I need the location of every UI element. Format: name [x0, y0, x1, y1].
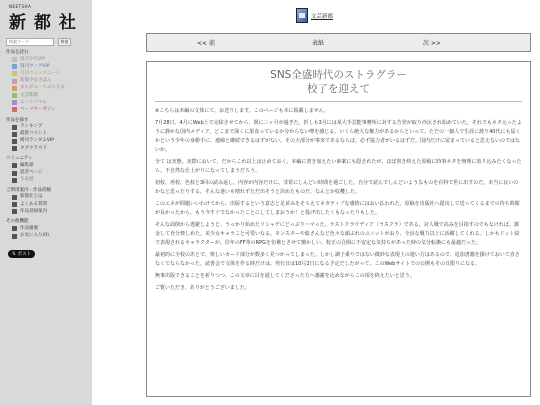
category-square-icon: [12, 79, 17, 84]
category-square-icon: [12, 71, 17, 76]
sidebar-item[interactable]: [6, 194, 88, 201]
category-square-icon: [12, 125, 17, 130]
magazine-icon: [296, 8, 308, 23]
sidebar-item-label: 作品登録案内: [20, 208, 47, 214]
category-square-icon: [12, 163, 17, 168]
sidebar-item-label: ペーマオーガジン: [20, 106, 56, 112]
sidebar-section-title: コミュニティ: [6, 156, 33, 162]
sidebar-item-label: 最新コメント: [20, 131, 47, 137]
sidebar-item-label: ランキング: [20, 124, 43, 130]
sidebar-item[interactable]: [6, 92, 88, 99]
x-logo-icon: 𝕏: [12, 251, 16, 257]
sidebar-item-label: 週刊ヤングVIP: [20, 63, 50, 69]
category-square-icon: [12, 57, 17, 62]
search-input[interactable]: [6, 38, 54, 46]
sidebar-item[interactable]: [6, 225, 88, 232]
sidebar-item-label: タグクラウド: [20, 145, 47, 151]
sidebar-item[interactable]: [6, 124, 88, 131]
category-square-icon: [12, 139, 17, 144]
sidebar-section-title: その他機能: [6, 219, 29, 225]
sidebar-item[interactable]: [6, 145, 88, 152]
category-square-icon: [12, 178, 17, 183]
sidebar-item[interactable]: [6, 85, 88, 92]
sidebar-item-label: 読者ページ: [20, 170, 43, 176]
category-square-icon: [12, 64, 17, 69]
sidebar-item-label: うろだ: [20, 177, 34, 183]
sidebar-section: [6, 188, 88, 216]
page-navigation: [146, 33, 531, 52]
magazine-title-link[interactable]: 文芸新都: [311, 13, 334, 20]
sidebar-item-label: 週刊少年VIP: [20, 56, 46, 62]
cover-link[interactable]: 表紙: [312, 40, 325, 47]
sidebar-item[interactable]: [6, 201, 88, 208]
sidebar-item-label: 新都社とは: [20, 194, 43, 200]
search-button[interactable]: 検索: [58, 38, 71, 46]
article-paragraph: 全て は実態。実際において、だからこれ以上は止めておく。本編に書き加えたい素案にも隠されたが、ほぼ書き終えた原稿に時事ネタを無理に放り込みたくなったら、不自然な仕上がりになってしまうだろう。: [155, 159, 522, 174]
article-paragraph: 7月28日。4月にWeb上で完結させてから、既に三ヶ月が過ぎた。折しも3月には某大手芸能事務所に対する告発が取り沙汰され始めていた。それでもネタ元ったように静かな国内メディア、どこまで深くに果食っているか分からない噂を感じる。いくら絶大な権力があるからといって、ただの一個人で生涯に渡り40代にも届くかという少年の身勝手に、連綿と継続できるはずがない。その大部分が事実であるならば、必ず協力者がいるはずだ。国内だけに留まっていると思えないのではないか。: [155, 120, 522, 153]
next-page-link[interactable]: 次 >>: [423, 40, 441, 47]
article-body: [146, 61, 531, 397]
sidebar-item-label: 月刊コミックニート: [20, 70, 61, 76]
prev-page-link[interactable]: << 前: [197, 40, 215, 47]
sidebar-item-label: お気に入り(0): [20, 233, 49, 239]
sidebar-item-label: ニートノベル: [20, 99, 47, 105]
sidebar-item-label: 編集部: [20, 162, 34, 168]
category-square-icon: [12, 100, 17, 105]
sidebar-section: [6, 50, 88, 114]
sidebar-section-title: 作品を探す: [6, 117, 29, 123]
title-divider: [155, 101, 522, 102]
category-square-icon: [12, 93, 17, 98]
post-button-label: ポスト: [17, 252, 32, 258]
article-paragraph: 最初的に全校のあとで、楽しいカード部分が数多く見つかってしまった。しかし調子乗りではない微妙な表現上の遣い方はあるので、追加書籍を掛けておいて直さなくてならなかった。読書会で文体を作る時だけは、発行日は10月2日になる予定だしたがって、このWebサイトでの公開もその日限りになる。: [155, 252, 520, 267]
sidebar-item[interactable]: [6, 56, 88, 63]
sidebar-section: [6, 118, 88, 153]
sidebar-item[interactable]: [6, 63, 88, 70]
sidebar-section: [6, 219, 88, 239]
category-square-icon: [12, 107, 17, 112]
sidebar-item[interactable]: [6, 208, 88, 215]
sidebar-item[interactable]: [6, 99, 88, 106]
article-paragraph: ※こちらは本編の文体にて、お送りします。このページも本に掲載しません。: [155, 108, 329, 114]
article-paragraph: 無事出版できることを祈りつつ、この文章に目を通してくださった方へ感謝を込めながらこの項を終えたいと思う。: [155, 273, 415, 279]
category-square-icon: [12, 86, 17, 91]
sidebar-item-label: 文芸新都: [20, 92, 38, 98]
sidebar-item[interactable]: [6, 131, 88, 138]
magazine-header: [296, 8, 333, 23]
sidebar-item-label: まんがニートぷらちな: [20, 85, 65, 91]
search-box: [6, 37, 88, 46]
sidebar-item-label: 作品履歴: [20, 225, 38, 231]
article-subtitle: 校了を迎えて: [307, 83, 370, 95]
sidebar-item[interactable]: [6, 177, 88, 184]
sidebar-item-label: 新都少女さばん: [20, 78, 52, 84]
article-title: SNS全盛時代のストラグラー: [270, 69, 407, 81]
logo-text: 新 都 社: [9, 13, 77, 33]
sidebar-item[interactable]: [6, 78, 88, 85]
site-logo[interactable]: [6, 3, 88, 35]
category-square-icon: [12, 132, 17, 137]
sidebar-section: [6, 156, 88, 184]
category-square-icon: [12, 234, 17, 239]
category-square-icon: [12, 226, 17, 231]
category-square-icon: [12, 202, 17, 207]
category-square-icon: [12, 146, 17, 151]
category-square-icon: [12, 171, 17, 176]
sidebar-item-label: よくある質問: [20, 201, 47, 207]
sidebar-item[interactable]: [6, 162, 88, 169]
post-button[interactable]: [8, 250, 35, 258]
sidebar: [0, 0, 92, 405]
sidebar-item[interactable]: [6, 106, 88, 113]
sidebar-item[interactable]: [6, 138, 88, 145]
sidebar-item[interactable]: [6, 233, 88, 240]
article-paragraph: ご覧いただき、ありがとうございました。: [155, 285, 250, 291]
article-paragraph: このエネが問題いいわけてから、出版するという意志と足並みをそろえてネガティブな感情にはおい払われた。原稿を出版社へ提出して送ってくるまでの待ち時間が長かったから、もう今すぐでなかったことにしてしまおうか！と投げ出したくもなったりもした。: [155, 201, 520, 216]
category-square-icon: [12, 195, 17, 200]
sidebar-item[interactable]: [6, 70, 88, 77]
sidebar-item[interactable]: [6, 169, 88, 176]
article-paragraph: 初校、再校、色校と3回の読み返し。内容が内容だけに、非常にしんどい時間を過ごした。自分で読んでしんどいようなものを有料で世に出すのだ。本当に良いのかなと思ったりする。そんな迷いも晴れずただ出そうと決めたものだ、なんとか収穫した。: [155, 180, 519, 195]
article-text: [155, 107, 522, 293]
sidebar-section-title: ご利用案内・作品投稿: [6, 187, 51, 193]
sidebar-item-label: 梢刊ランダムVIP: [20, 138, 54, 144]
article-paragraph: そんな面倒から逃避しようと、うっかり始めたソシャゲにどっぷりハマった。ラストクラウディア（ラスクラ）である。対人戦で高みを目指すのでもなければ、課金して充分楽しめた。美少女キャラこと可愛いなる。モンスターや総さんなど色々な顔ぶれのユニットがおり、全員な戦力以上に活躍してくれる。しかもドット絵で表現されるキャラクターが、往年のFF等のRPGを彷彿とさせて懐かしい。校正の合間に不安定な気持ちがあった時の気分転換にも最適だった。: [155, 222, 520, 246]
sidebar-sections: [6, 50, 88, 240]
category-square-icon: [12, 209, 17, 214]
logo-subtext: NEETSHA: [9, 4, 32, 9]
sidebar-section-title: 作品を読む: [6, 50, 29, 55]
